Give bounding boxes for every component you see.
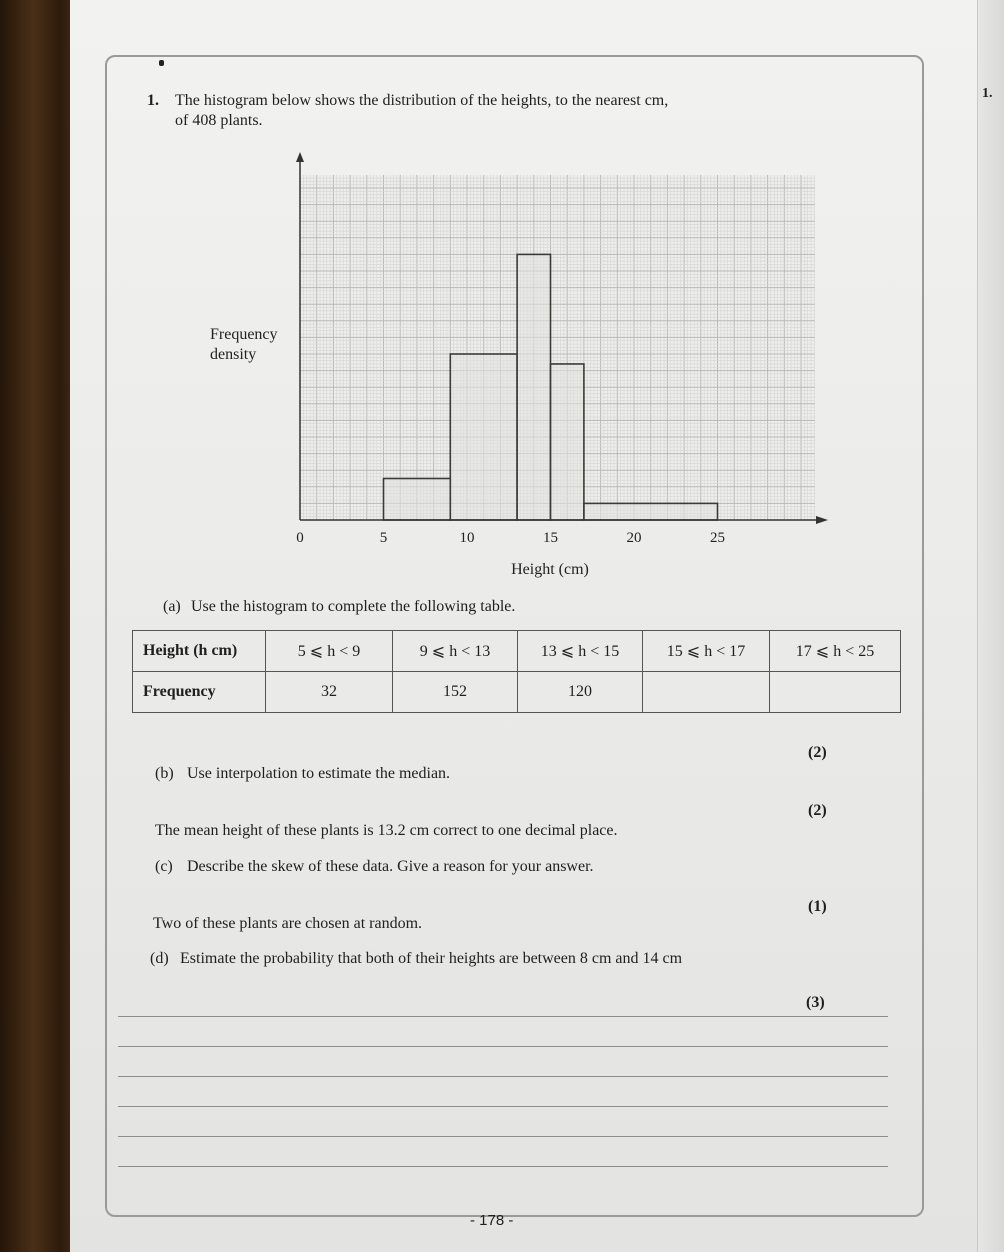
table-interval-cell: 15 ⩽ h < 17 xyxy=(643,631,770,672)
next-page-question-number: 1. xyxy=(982,86,993,101)
answer-line[interactable] xyxy=(118,1076,888,1077)
next-page-edge xyxy=(977,0,1004,1252)
table-frequency-answer-blank[interactable] xyxy=(643,672,770,713)
table-row-frequency xyxy=(133,672,901,713)
part-b-text: Use interpolation to estimate the median. xyxy=(187,765,451,782)
table-interval-cell: 17 ⩽ h < 25 xyxy=(770,631,901,672)
x-tick-label: 15 xyxy=(543,530,558,546)
part-a-text: Use the histogram to complete the following table. xyxy=(191,598,516,615)
y-axis-label-line2: density xyxy=(210,346,257,363)
chosen-statement: Two of these plants are chosen at random. xyxy=(153,915,423,932)
x-tick-label: 5 xyxy=(379,530,388,546)
histogram-bar xyxy=(517,254,550,520)
question-intro-line1: The histogram below shows the distribution of the heights, to the nearest cm, xyxy=(175,92,669,109)
answer-line[interactable] xyxy=(118,1016,888,1017)
table-interval-cell: 5 ⩽ h < 9 xyxy=(266,631,393,672)
part-c-label: (c) xyxy=(155,858,173,875)
x-axis-arrow xyxy=(816,516,828,524)
part-d-text: Estimate the probability that both of their heights are between 8 cm and 14 cm xyxy=(180,950,683,967)
part-c-text: Describe the skew of these data. Give a reason for your answer. xyxy=(187,858,594,875)
part-a-marks: (2) xyxy=(808,744,827,761)
frequency-table xyxy=(132,630,901,713)
x-tick-label: 10 xyxy=(459,530,475,546)
part-c-marks: (1) xyxy=(808,898,827,915)
table-interval-cell: 13 ⩽ h < 15 xyxy=(518,631,643,672)
table-frequency-answer-blank[interactable] xyxy=(770,672,901,713)
table-frequency-cell: 32 xyxy=(266,672,393,713)
answer-line[interactable] xyxy=(118,1166,888,1167)
table-frequency-cell: 120 xyxy=(518,672,643,713)
ink-dot xyxy=(159,60,164,66)
histogram-bar xyxy=(551,364,584,520)
table-header-height: Height (h cm) xyxy=(133,631,266,672)
x-axis-label: Height (cm) xyxy=(511,561,589,578)
part-d-marks: (3) xyxy=(806,994,825,1011)
x-tick-label: 0 xyxy=(296,530,304,546)
table-frequency-cell: 152 xyxy=(393,672,518,713)
answer-line[interactable] xyxy=(118,1046,888,1047)
x-tick-label: 25 xyxy=(710,530,725,546)
table-row-height xyxy=(133,631,901,672)
y-axis-arrow xyxy=(296,152,304,162)
histogram-chart xyxy=(190,148,850,588)
y-axis-label-line1: Frequency xyxy=(210,326,278,343)
part-d-label: (d) xyxy=(150,950,169,967)
part-b-label: (b) xyxy=(155,765,174,782)
x-tick-labels xyxy=(296,530,725,546)
question-intro-line2: of 408 plants. xyxy=(175,112,263,129)
x-tick-label: 20 xyxy=(626,530,642,546)
mean-statement: The mean height of these plants is 13.2 cm correct to one decimal place. xyxy=(155,822,618,839)
part-b-marks: (2) xyxy=(808,802,827,819)
answer-line[interactable] xyxy=(118,1136,888,1137)
table-header-frequency: Frequency xyxy=(133,672,266,713)
answer-line[interactable] xyxy=(118,1106,888,1107)
histogram-bar xyxy=(584,503,718,520)
part-a-label: (a) xyxy=(163,598,181,615)
question-number: 1. xyxy=(147,92,159,109)
histogram-bar xyxy=(450,354,517,520)
table-interval-cell: 9 ⩽ h < 13 xyxy=(393,631,518,672)
histogram-bar xyxy=(384,479,451,521)
page-number: - 178 - xyxy=(470,1212,514,1229)
